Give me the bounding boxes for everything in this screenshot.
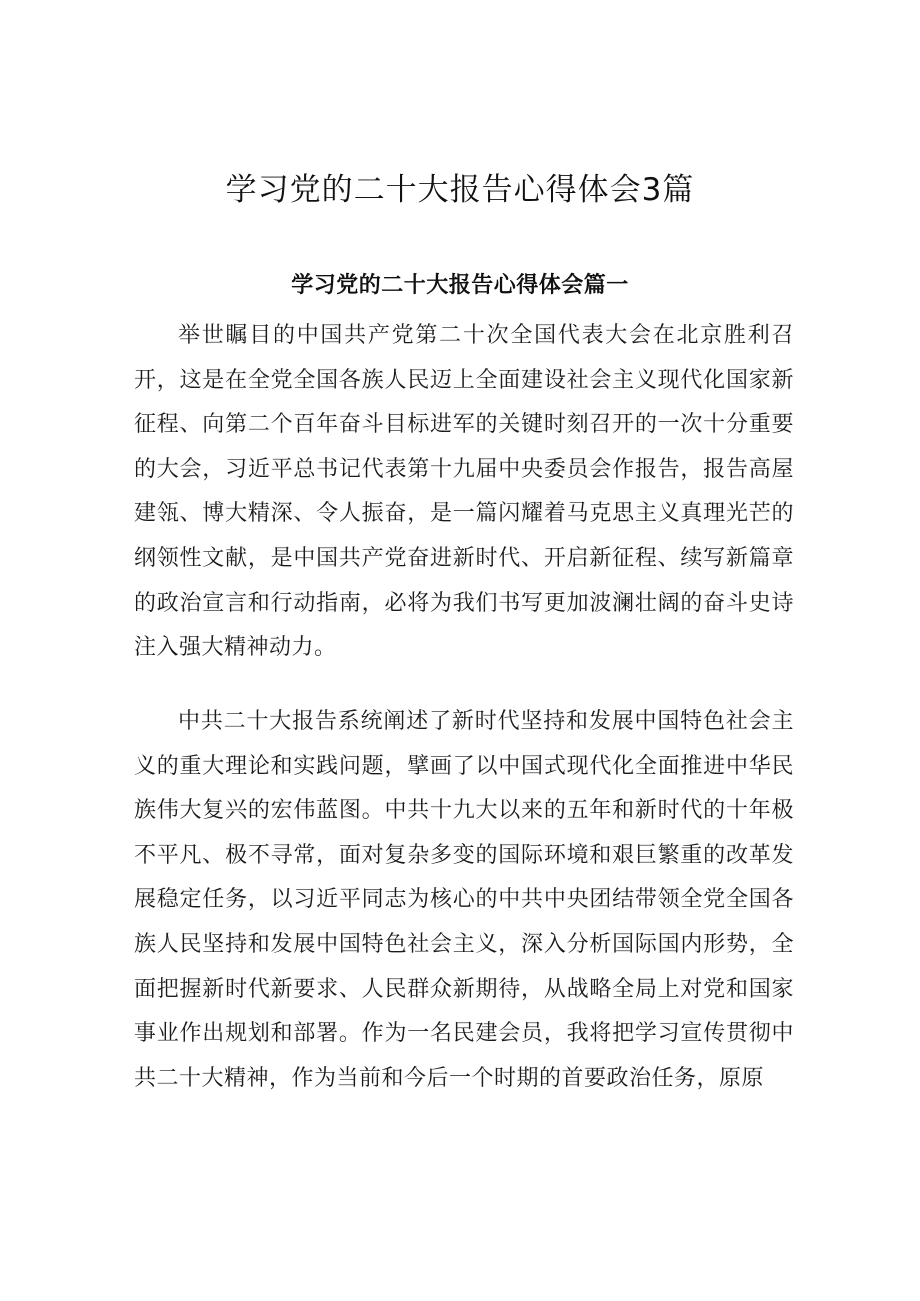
document-title: 学习党的二十大报告心得体会3篇 [225, 172, 695, 208]
body-paragraph-1: 举世瞩目的中国共产党第二十次全国代表大会在北京胜利召开，这是在全党全国各族人民迈上全面建设社会主义现代化国家新征程、向第二个百年奋斗目标进军的关键时刻召开的一次十分重要的大会，习近平总书记代表第十九届中央委员会作报告，报告高屋建瓴、博大精深、令人振奋，是一篇闪耀着马克思主义真理光芒的纲领性文献，是中国共产党奋进新时代、开启新征程、续写新篇章的政治宣言和行动指南，必将为我们书写更加波澜壮阔的奋斗史诗注入强大精神动力。 [134, 323, 794, 661]
section-heading: 学习党的二十大报告心得体会篇一 [291, 273, 629, 298]
body-paragraph-2: 中共二十大报告系统阐述了新时代坚持和发展中国特色社会主义的重大理论和实践问题，擘画了以中国式现代化全面推进中华民族伟大复兴的宏伟蓝图。中共十九大以来的五年和新时代的十年极不平凡、极不寻常，面对复杂多变的国际环境和艰巨繁重的改革发展稳定任务，以习近平同志为核心的中共中央团结带领全党全国各族人民坚持和发展中国特色社会主义，深入分析国际国内形势，全面把握新时代新要求、人民群众新期待，从战略全局上对党和国家事业作出规划和部署。作为一名民建会员，我将把学习宣传贯彻中共二十大精神，作为当前和今后一个时期的首要政治任务，原原 [134, 709, 794, 1091]
